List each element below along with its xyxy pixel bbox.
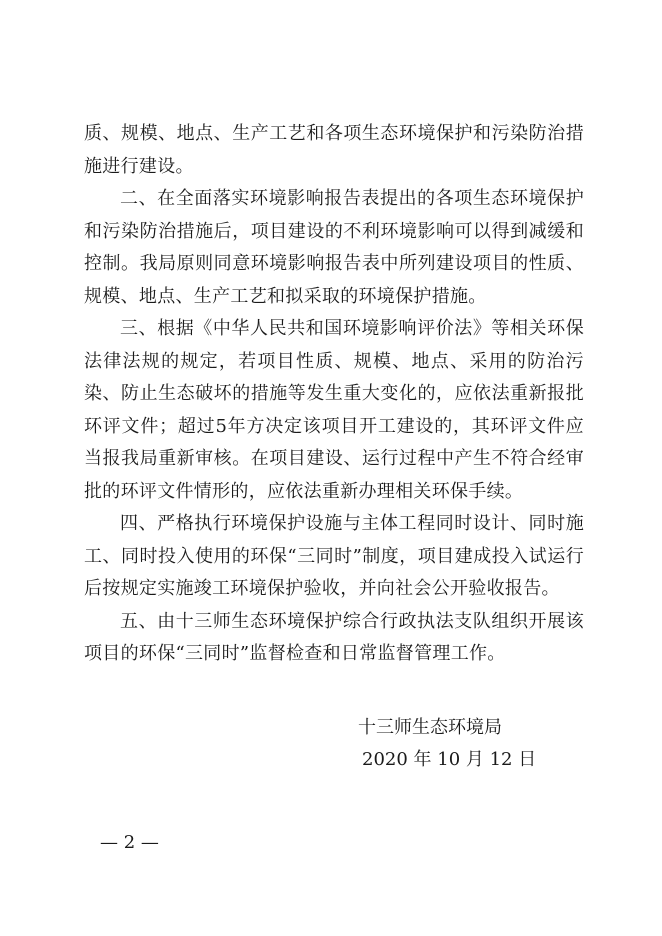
signature-organization: 十三师生态环境局 [358,717,502,738]
paragraph-continuation: 质、规模、地点、生产工艺和各项生态环境保护和污染防治措施进行建设。 [84,123,584,177]
paragraph-item-5: 五、由十三师生态环境保护综合行政执法支队组织开展该项目的环保“三同时”监督检查和日常监督管理工作。 [84,610,584,664]
document-body [84,118,584,671]
paragraph-item-4: 四、严格执行环境保护设施与主体工程同时设计、同时施工、同时投入使用的环保“三同时”制度，项目建成投入试运行后按规定实施竣工环境保护验收，并向社会公开验收报告。 [84,513,584,599]
paragraph-item-3: 三、根据《中华人民共和国环境影响评价法》等相关环保法律法规的规定，若项目性质、规模、地点、采用的防治污染、防止生态破坏的措施等发生重大变化的，应依法重新报批环评文件；超过5年方决定该项目开工建设的，其环评文件应当报我局重新审核。在项目建设、运行过程中产生不符合经审批的环评文件情形的，应依法重新办理相关环保手续。 [84,318,584,502]
signature-date: 2020 年 10 月 12 日 [362,749,537,770]
page-number: — 2 — [100,832,159,853]
paragraph-item-2: 二、在全面落实环境影响报告表提出的各项生态环境保护和污染防治措施后，项目建设的不利环境影响可以得到减缓和控制。我局原则同意环境影响报告表中所列建设项目的性质、规模、地点、生产工艺和拟采取的环境保护措施。 [84,188,584,307]
